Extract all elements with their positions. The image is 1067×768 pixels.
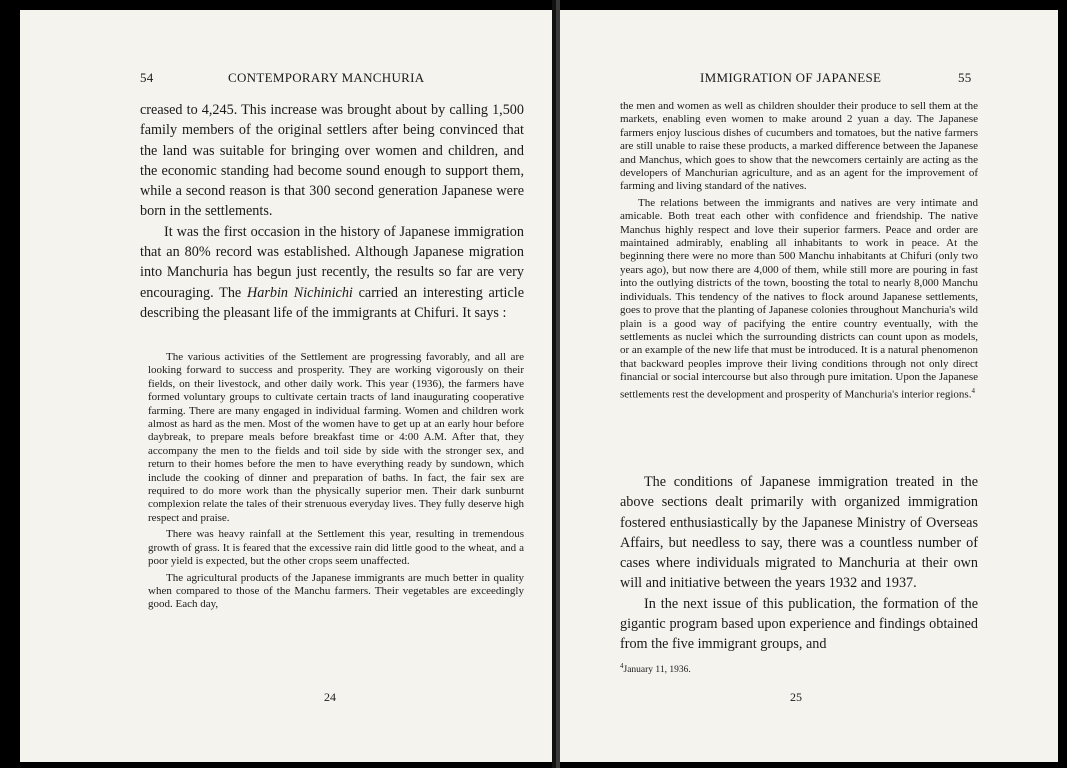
paragraph: In the next issue of this publication, the formation of the gigantic program based upon experience and findings obtained from the five immigrant groups, and: [620, 595, 978, 653]
right-body: [620, 472, 978, 655]
right-page: [560, 10, 1058, 762]
left-folio: 24: [324, 690, 336, 704]
quote-paragraph: the men and women as well as children shoulder their produce to sell them at the markets, enabling even women to make around 2 yuan a day. The Japanese farmers enjoy luscious dishes of cucumbers and tomatoes, but the native farmers are still unable to raise these products, a marked difference between the Japanese and Manchus, which goes to show that the newcomers certainly are acting as the developers of Manchurian agriculture, and as an agent for the improvement of farming and living standard of the natives.: [620, 100, 978, 193]
left-running-title: CONTEMPORARY MANCHURIA: [228, 70, 425, 85]
left-page: [20, 10, 554, 762]
left-page-number: 54: [140, 70, 154, 85]
newspaper-title: Harbin Nichinichi: [247, 284, 353, 301]
left-body: [140, 100, 524, 323]
left-quotation: [148, 351, 524, 612]
right-running-title: IMMIGRATION OF JAPANESE: [700, 70, 882, 85]
quote-paragraph: There was heavy rainfall at the Settlement this year, resulting in tremendous growth of grass. It is feared that the excessive rain did little good to the wheat, and a poor yield is expected, but the other crops seem unaffected.: [148, 528, 524, 568]
right-quotation: [620, 100, 978, 402]
right-page-number: 55: [958, 70, 972, 85]
footnote: $^4$January 11, 1936.: [620, 662, 691, 676]
quote-paragraph: The relations between the immigrants and natives are very intimate and amicable. Both treat each other with confidence and friendship. The native Manchus highly respect and love their superior farmers. Peace and order are maintained admirably, enabling all inhabitants to work in peace. At the beginning there were no more than 500 Manchu inhabitants at Chifuri (only two years ago), but now there are 4,000 of them, while still more are pouring in fast into the outlying districts of the town, boosting the total to nearly 8,000 Manchu individuals. This tendency of the natives to flock around Japanese settlements, goes to prove that the planting of Japanese colonies throughout Manchuria's wild plain is a good way of pacifying the entire country eventually, with the settlements as nuclei which the surrounding districts can count upon as models, or an example of the new life that must be introduced. It is a natural phenomenon that backward peoples improve their living conditions through not only direct financial or social intercourse but also through pure imitation. Upon the Japanese settlements rest the development and prosperity of Manchuria's interior regions.$^4$: [620, 196, 978, 401]
paragraph: The conditions of Japanese immigration treated in the above sections dealt primarily with organized immigration fostered enthusiastically by the Japanese Ministry of Overseas Affairs, but needless to say, there was a countless number of cases where individuals migrated to Manchuria at their own will and initiative between the years 1932 and 1937.: [620, 474, 978, 592]
right-folio: 25: [790, 690, 802, 704]
footnote-number: 4: [620, 662, 624, 670]
footnote-marker: 4: [971, 386, 975, 395]
paragraph: It was the first occasion in the history of Japanese immigration that an 80% record was established. Although Japanese migration into Manchuria has begun just recently, the results so far are very encouraging. The Harbin Nichinichi carried an interesting article describing the pleasant life of the immigrants at Chifuri. It says :: [140, 223, 524, 321]
quote-paragraph: The various activities of the Settlement are progressing favorably, and all are looking forward to success and prosperity. They are working vigorously on their fields, on their livestock, and other daily work. This year (1936), the farmers have formed voluntary groups to cultivate certain tracts of land inaugurating cooperative farming. There are many engaged in individual farming. Women and children work almost as hard as the men. Most of the women have to get up at an early hour before daybreak, to prepare meals before breakfast time or 4:00 A.M. After that, they accompany the men to the fields and toil side by side with the stronger sex, and return to their homes before the men to have everything ready by sundown, which include the cooking of dinner and preparation of baths. In fact, the fair sex are required to do more work than the physically superior men. Their dark sunburnt complexion relate the tales of their strenuous everyday lives. They fully deserve high respect and praise.: [148, 351, 524, 524]
quote-paragraph: The agricultural products of the Japanese immigrants are much better in quality when compared to those of the Manchu farmers. Their vegetables are exceedingly good. Each day,: [148, 571, 524, 611]
paragraph: creased to 4,245. This increase was brought about by calling 1,500 family members of the original settlers after being convinced that the land was suitable for bringing over women and children, and the economic standing had become sound enough to support them, while a second reason is that 300 second generation Japanese were born in the settlements.: [140, 102, 524, 220]
